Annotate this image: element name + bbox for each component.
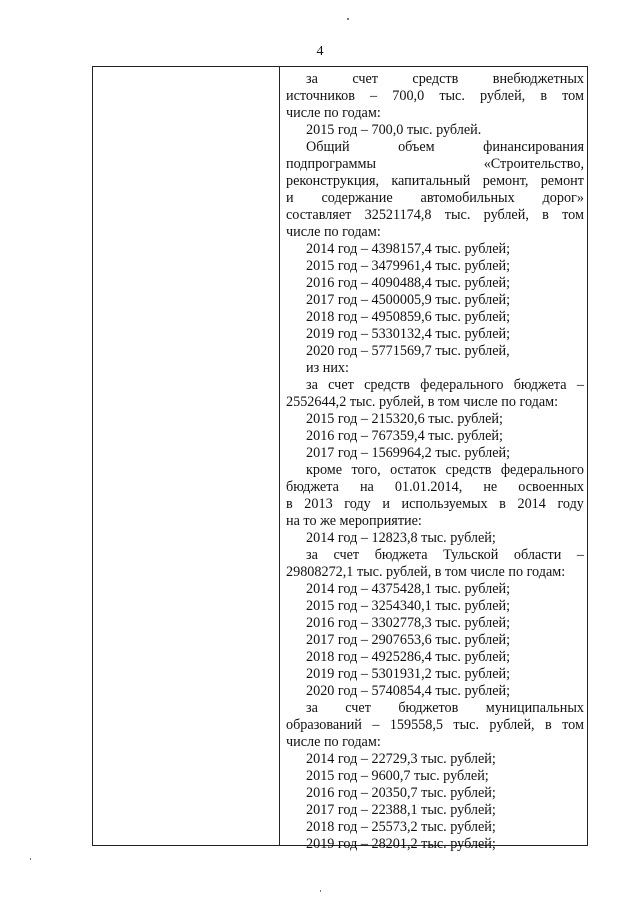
text-line: 2552644,2 тыс. рублей, в том числе по годам: — [286, 394, 559, 410]
text-word: 700,0 — [392, 88, 425, 104]
text-word: того, — [351, 462, 381, 478]
text-word: 159558,5 — [389, 717, 444, 733]
text-word: остаток — [390, 462, 437, 478]
text-line: 2019 год – 5301931,2 тыс. рублей; — [306, 666, 511, 682]
text-word: дорог» — [542, 190, 584, 206]
text-word: федерального — [500, 462, 584, 478]
text-line: 2014 год – 4398157,4 тыс. рублей; — [306, 241, 511, 257]
text-word: финансирования — [483, 139, 584, 155]
text-line: 2014 год – 12823,8 тыс. рублей; — [306, 530, 496, 546]
scan-mark — [347, 18, 349, 20]
text-word: за — [306, 71, 318, 87]
text-line — [286, 207, 584, 224]
text-word: 2014 — [517, 496, 546, 512]
text-word: бюджета — [286, 479, 339, 495]
text-line — [286, 88, 584, 105]
text-line: 2015 год – 700,0 тыс. рублей. — [306, 122, 482, 138]
text-word: автомобильных — [420, 190, 515, 206]
text-word: на — [359, 479, 374, 495]
text-word: подпрограммы — [286, 156, 376, 172]
text-word: и — [286, 190, 294, 206]
text-word: Общий — [306, 139, 350, 155]
text-word: капитальный — [391, 173, 471, 189]
text-word: средств — [445, 462, 492, 478]
text-line — [286, 717, 584, 734]
text-word: в — [540, 88, 548, 104]
text-line — [286, 190, 584, 207]
scan-mark — [30, 858, 31, 860]
text-line — [286, 479, 584, 496]
text-line: 2019 год – 28201,2 тыс. рублей; — [306, 836, 496, 852]
text-word: тыс. — [444, 207, 471, 223]
text-line: 2017 год – 1569964,2 тыс. рублей; — [306, 445, 511, 461]
text-word: году — [344, 496, 371, 512]
text-line — [286, 496, 584, 513]
text-word: кроме — [306, 462, 343, 478]
text-line: 2018 год – 25573,2 тыс. рублей; — [306, 819, 496, 835]
text-word: бюджета — [374, 547, 428, 563]
text-word: бюджета — [513, 377, 567, 393]
text-word: году — [557, 496, 584, 512]
text-word: Тульской — [443, 547, 499, 563]
text-line — [286, 156, 584, 173]
text-line: 2016 год – 3302778,3 тыс. рублей; — [306, 615, 511, 631]
text-word: содержание — [321, 190, 393, 206]
text-line: числе по годам: — [286, 734, 381, 750]
text-line: 2016 год – 20350,7 тыс. рублей; — [306, 785, 496, 801]
text-line: 2018 год – 4925286,4 тыс. рублей; — [306, 649, 511, 665]
text-word: в — [542, 207, 549, 223]
text-word: бюджетов — [398, 700, 459, 716]
text-line: из них: — [306, 360, 349, 376]
text-word: – — [372, 717, 380, 733]
text-line: 29808272,1 тыс. рублей, в том числе по годам: — [286, 564, 566, 580]
financing-text-cell — [286, 71, 584, 853]
text-word: и — [382, 496, 390, 512]
text-word: муниципальных — [485, 700, 584, 716]
text-word: ремонт, — [482, 173, 529, 189]
text-word: составляет — [286, 207, 352, 223]
text-word: 2013 — [304, 496, 333, 512]
text-line — [286, 547, 584, 564]
text-line — [286, 139, 584, 156]
text-line — [286, 173, 584, 190]
text-word: 32521174,8 — [364, 207, 432, 223]
text-line: 2017 год – 2907653,6 тыс. рублей; — [306, 632, 511, 648]
scan-mark — [320, 890, 321, 892]
text-line: 2015 год – 3479961,4 тыс. рублей; — [306, 258, 511, 274]
text-line: 2015 год – 215320,6 тыс. рублей; — [306, 411, 503, 427]
text-line — [286, 462, 584, 479]
text-line: 2014 год – 22729,3 тыс. рублей; — [306, 751, 496, 767]
text-word: источников — [286, 88, 355, 104]
text-word: – — [576, 377, 584, 393]
text-line — [286, 71, 584, 88]
text-word: образований — [286, 717, 362, 733]
text-word: тыс. — [439, 88, 465, 104]
text-word: том — [562, 207, 584, 223]
text-line: числе по годам: — [286, 224, 381, 240]
passport-table — [92, 66, 588, 852]
text-line: 2015 год – 9600,7 тыс. рублей; — [306, 768, 489, 784]
text-word: не — [483, 479, 498, 495]
text-word: за — [306, 700, 318, 716]
text-word: за — [306, 377, 318, 393]
text-word: счет — [345, 700, 371, 716]
text-line: 2020 год – 5771569,7 тыс. рублей, — [306, 343, 510, 359]
text-word: том — [562, 88, 584, 104]
text-word: «Строительство, — [483, 156, 584, 172]
text-word: счет — [333, 547, 360, 563]
text-line: числе по годам: — [286, 105, 381, 121]
text-line: 2020 год – 5740854,4 тыс. рублей; — [306, 683, 511, 699]
text-word: том — [562, 717, 584, 733]
text-word: используемых — [401, 496, 488, 512]
column-divider — [279, 67, 280, 845]
text-word: в — [545, 717, 552, 733]
text-word: счет — [328, 377, 354, 393]
text-line: 2017 год – 22388,1 тыс. рублей; — [306, 802, 496, 818]
text-line — [286, 700, 584, 717]
text-word: рублей, — [489, 717, 535, 733]
text-word: средств — [364, 377, 411, 393]
text-word: в — [286, 496, 293, 512]
text-word: – — [576, 547, 584, 563]
text-line: 2016 год – 4090488,4 тыс. рублей; — [306, 275, 511, 291]
text-line: 2014 год – 4375428,1 тыс. рублей; — [306, 581, 511, 597]
text-word: – — [370, 88, 378, 104]
text-word: счет — [352, 71, 378, 87]
text-word: рублей, — [483, 207, 529, 223]
text-line — [286, 377, 584, 394]
text-line: 2018 год – 4950859,6 тыс. рублей; — [306, 309, 511, 325]
text-line: 2015 год – 3254340,1 тыс. рублей; — [306, 598, 511, 614]
text-word: освоенных — [518, 479, 584, 495]
text-word: объем — [398, 139, 435, 155]
text-word: области — [513, 547, 562, 563]
text-word: тыс. — [453, 717, 479, 733]
text-word: за — [306, 547, 318, 563]
text-word: федерального — [420, 377, 504, 393]
text-line: 2019 год – 5330132,4 тыс. рублей; — [306, 326, 511, 342]
text-word: средств — [412, 71, 459, 87]
text-line: на то же мероприятие: — [286, 513, 422, 529]
page-number: 4 — [316, 44, 324, 59]
text-line: 2017 год – 4500005,9 тыс. рублей; — [306, 292, 511, 308]
text-word: внебюджетных — [492, 71, 584, 87]
text-word: ремонт — [540, 173, 584, 189]
text-line: 2016 год – 767359,4 тыс. рублей; — [306, 428, 503, 444]
text-word: рублей, — [480, 88, 526, 104]
text-word: реконструкция, — [286, 173, 380, 189]
text-word: в — [499, 496, 506, 512]
text-word: 01.01.2014, — [394, 479, 463, 495]
